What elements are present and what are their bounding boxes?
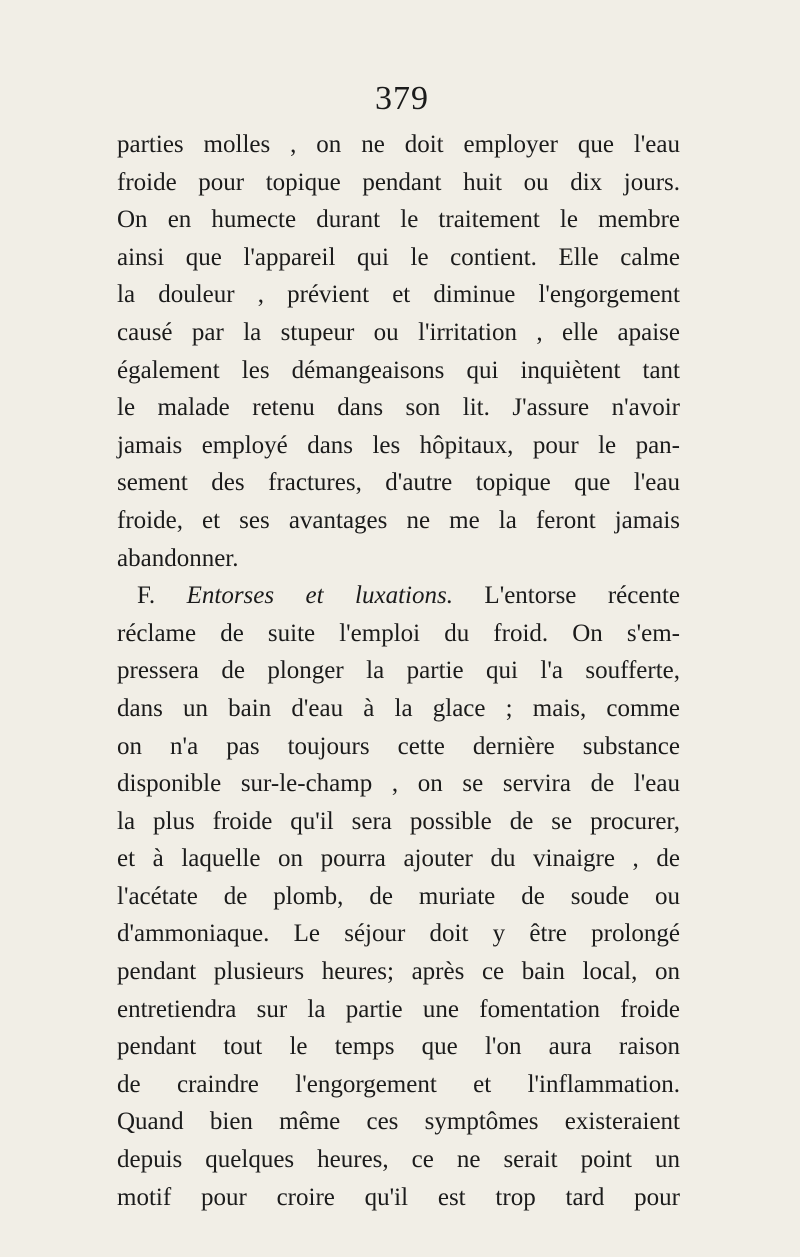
text-line: pressera de plonger la partie qui l'a soufferte, [117,657,680,685]
section-heading: Entorses et luxations. [186,582,453,610]
text-line: jamais employé dans les hôpitaux, pour le pan- [117,431,680,459]
text-line: entretiendra sur la partie une fomentation froide [117,995,680,1023]
text-line: d'ammoniaque. Le séjour doit y être prolongé [117,920,680,948]
text-line: également les démangeaisons qui inquiètent tant [117,356,680,384]
section-label: F. [137,582,156,610]
text-line: parties molles , on ne doit employer que l'eau [117,131,680,158]
text-line: l'acétate de plomb, de muriate de soude ou [117,882,680,910]
section-heading-line [117,577,680,615]
text-line: froide pour topique pendant huit ou dix jours. [117,168,680,196]
page-number: 379 [375,80,429,117]
text-line: motif pour croire qu'il est trop tard pour [117,1183,680,1211]
text-line: depuis quelques heures, ce ne serait point un [117,1146,680,1174]
paragraph-last-line: abandonner. [117,544,239,572]
text-line: pendant tout le temps que l'on aura raison [117,1033,680,1061]
text-line: on n'a pas toujours cette dernière substance [117,732,680,760]
text-line: On en humecte durant le traitement le membre [117,206,680,234]
text-line: causé par la stupeur ou l'irritation , elle apaise [117,318,680,346]
text-line: la plus froide qu'il sera possible de se procurer, [117,807,680,835]
text-line: pendant plusieurs heures; après ce bain local, on [117,958,680,986]
text-line: et à laquelle on pourra ajouter du vinaigre , de [117,845,680,873]
section-heading-text: L'entorse récente [484,582,680,610]
text-line: sement des fractures, d'autre topique que l'eau [117,469,680,497]
text-line: ainsi que l'appareil qui le contient. Elle calme [117,243,680,271]
text-line: froide, et ses avantages ne me la feront jamais [117,506,680,534]
text-line: réclame de suite l'emploi du froid. On s'em- [117,619,680,647]
text-line: de craindre l'engorgement et l'inflammation. [117,1070,680,1098]
text-line: la douleur , prévient et diminue l'engorgement [117,281,680,309]
body-text [117,126,680,1216]
text-line: disponible sur-le-champ , on se servira de l'eau [117,770,680,798]
text-line: le malade retenu dans son lit. J'assure n'avoir [117,394,680,422]
text-line: dans un bain d'eau à la glace ; mais, comme [117,694,680,722]
text-line: Quand bien même ces symptômes existeraient [117,1108,680,1136]
